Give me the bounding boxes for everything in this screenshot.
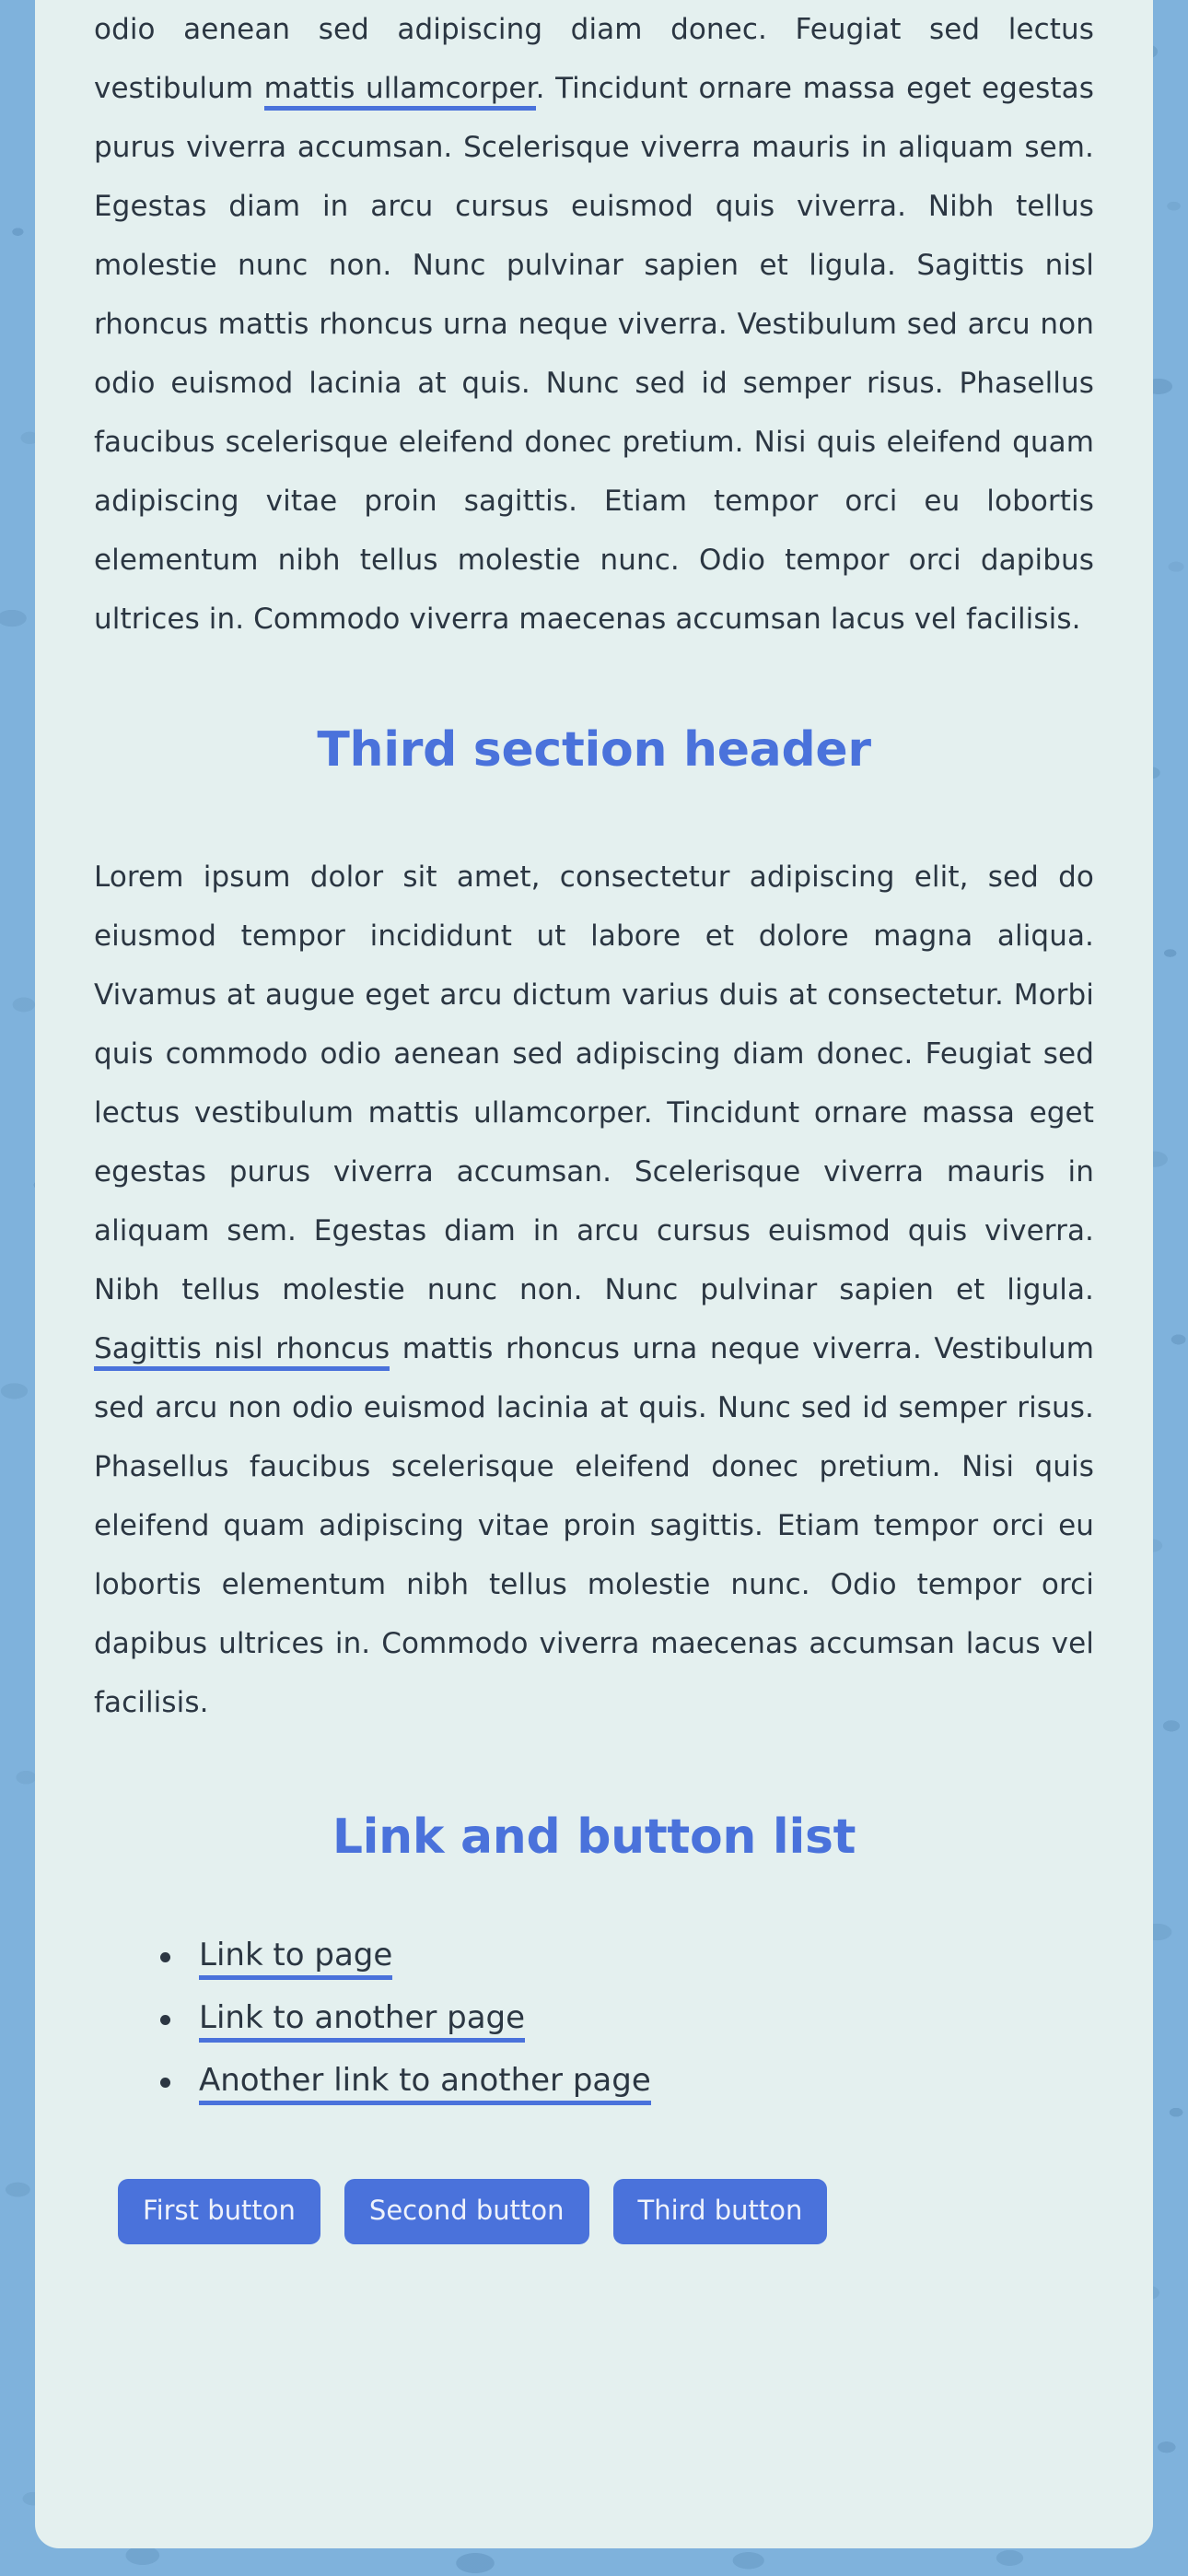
third-button[interactable]: Third button: [613, 2179, 828, 2244]
content-card: [35, 0, 1153, 2548]
third-section-header: Third section header: [317, 722, 871, 778]
inline-link-sagittis-nisl-rhoncus[interactable]: Sagittis nisl rhoncus: [94, 1332, 390, 1371]
third-section-paragraph: [94, 848, 1094, 1732]
link-list: [151, 1924, 1094, 2112]
button-row: [118, 2179, 1094, 2244]
list-item: [151, 2049, 1094, 2112]
third-section-paragraph-lead: Lorem ipsum dolor sit amet, consectetur adipiscing elit, sed do eiusmod tempor incididunt ut labore et dolore magna aliqua. Vivamus at augue eget arcu dictum varius duis at consectetur. Morbi quis commodo odio aenean sed adipiscing diam donec. Feugiat sed lectus vestibulum mattis ullamcorper. Tincidunt ornare massa eget egestas purus viverra accumsan. Scelerisque viverra mauris in aliquam sem. Egestas diam in arcu cursus euismod quis viverra. Nibh tellus molestie nunc non. Nunc pulvinar sapien et ligula.: [94, 861, 1094, 1306]
link-to-page[interactable]: Link to page: [199, 1937, 392, 1980]
card-inner: [94, 0, 1094, 2244]
third-section-paragraph-rest: mattis rhoncus urna neque viverra. Vestibulum sed arcu non odio euismod lacinia at quis. Nunc sed id semper risus. Phasellus faucibus scelerisque eleifend donec pretium. Nisi quis eleifend quam adipiscing vitae proin sagittis. Etiam tempor orci eu lobortis elementum nibh tellus molestie nunc. Odio tempor orci dapibus ultrices in. Commodo viverra maecenas accumsan lacus vel facilisis.: [94, 1332, 1094, 1719]
list-item: [151, 1924, 1094, 1986]
list-item: [151, 1986, 1094, 2049]
second-section-paragraph: [94, 0, 1094, 649]
link-to-another-page[interactable]: Link to another page: [199, 1999, 525, 2043]
second-section-paragraph-lead: odio aenean sed adipiscing diam donec. Feugiat sed lectus vestibulum: [94, 13, 1094, 105]
link-and-button-list-header: Link and button list: [332, 1809, 856, 1865]
first-button[interactable]: First button: [118, 2179, 320, 2244]
second-button[interactable]: Second button: [344, 2179, 589, 2244]
another-link-to-another-page[interactable]: Another link to another page: [199, 2062, 651, 2105]
inline-link-mattis-ullamcorper[interactable]: mattis ullamcorper: [264, 72, 536, 111]
second-section-paragraph-rest: . Tincidunt ornare massa eget egestas purus viverra accumsan. Scelerisque viverra mauris in aliquam sem. Egestas diam in arcu cursus euismod quis viverra. Nibh tellus molestie nunc non. Nunc pulvinar sapien et ligula. Sagittis nisl rhoncus mattis rhoncus urna neque viverra. Vestibulum sed arcu non odio euismod lacinia at quis. Nunc sed id semper risus. Phasellus faucibus scelerisque eleifend donec pretium. Nisi quis eleifend quam adipiscing vitae proin sagittis. Etiam tempor orci eu lobortis elementum nibh tellus molestie nunc. Odio tempor orci dapibus ultrices in. Commodo viverra maecenas accumsan lacus vel facilisis.: [94, 72, 1094, 636]
